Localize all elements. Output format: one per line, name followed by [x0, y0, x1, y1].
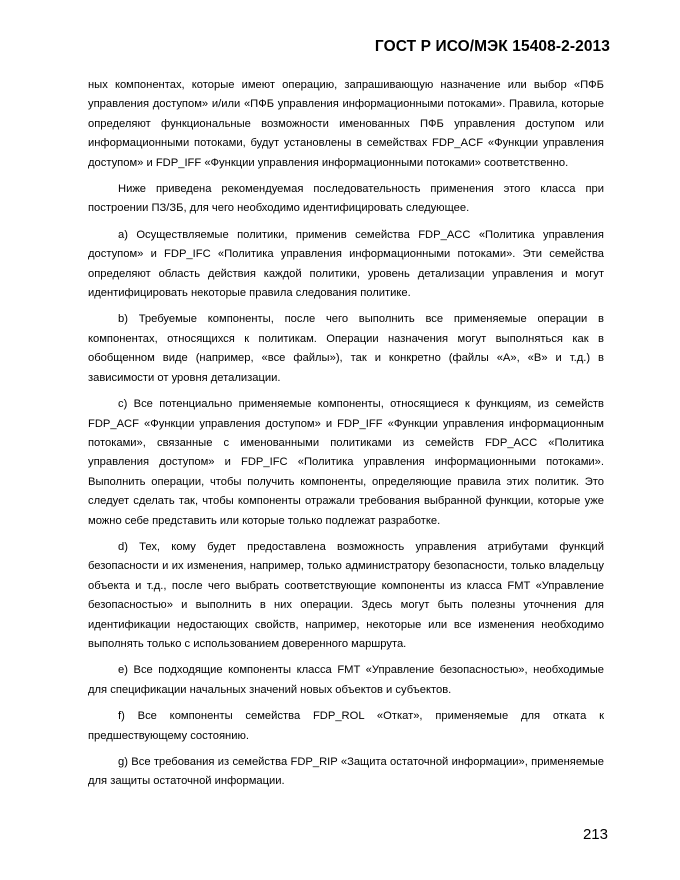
page-number: 213 [582, 826, 608, 843]
document-body [88, 76, 604, 799]
paragraph-intro: Ниже приведена рекомендуемая последовательность применения этого класса при построении ПЗ/ЗБ, для чего необходимо идентифицировать следующее. [88, 183, 604, 215]
document-header: ГОСТ Р ИСО/МЭК 15408-2-2013 [374, 38, 610, 55]
paragraph-continuation: ных компонентах, которые имеют операцию, запрашивающую назначение или выбор «ПФБ управления доступом» и/или «ПФБ управления информационными потоками». Правила, которые определяют функциональные возможности именованных ПФБ управления доступом или информационными потоками, будут установлены в семействах FDP_ACF «Функции управления доступом» и FDP_IFF «Функции управления информационными потоками» соответственно. [88, 79, 604, 169]
paragraph-item-f: f) Все компоненты семейства FDP_ROL «Откат», применяемые для отката к предшествующему состоянию. [88, 710, 604, 742]
paragraph-item-e: e) Все подходящие компоненты класса FMT «Управление безопасностью», необходимые для спецификации начальных значений новых объектов и субъектов. [88, 664, 604, 696]
paragraph-item-c: c) Все потенциально применяемые компоненты, относящиеся к функциям, из семейств FDP_ACF «Функции управления доступом» и FDP_IFF «Функции управления информационным потоками», связанные с именованными политиками из семейств FDP_ACC «Политика управления доступом» и FDP_IFC «Политика управления информационными потоками». Выполнить операции, чтобы получить компоненты, определяющие правила этих политик. Это следует сделать так, чтобы компоненты отражали требования выбранной функции, которые уже можно себе представить или которые только подлежат разработке. [88, 398, 604, 527]
paragraph-item-a: a) Осуществляемые политики, применив семейства FDP_ACC «Политика управления доступом» и FDP_IFC «Политика управления информационными потоками». Эти семейства определяют область действия каждой политики, уровень детализации управления и могут идентифицировать некоторые правила следования политике. [88, 228, 604, 300]
paragraph-item-g: g) Все требования из семейства FDP_RIP «Защита остаточной информации», применяемые для защиты остаточной информации. [88, 756, 604, 788]
paragraph-item-d: d) Тех, кому будет предоставлена возможность управления атрибутами функций безопасности и их изменения, например, только администратору безопасности, только владельцу объекта и т.д., после чего выбрать соответствующие компоненты из класса FMT «Управление безопасностью» и выполнить в них операции. Здесь могут быть полезны уточнения для идентификации недостающих свойств, например, некоторые или все изменения необходимо выполнять только с использованием доверенного маршрута. [88, 540, 604, 650]
paragraph-item-b: b) Требуемые компоненты, после чего выполнить все применяемые операции в компонентах, относящихся к политикам. Операции назначения могут выполняться как в обобщенном виде (например, «все файлы»), так и конкретно (файлы «А», «В» и т.д.) в зависимости от уровня детализации. [88, 313, 604, 384]
